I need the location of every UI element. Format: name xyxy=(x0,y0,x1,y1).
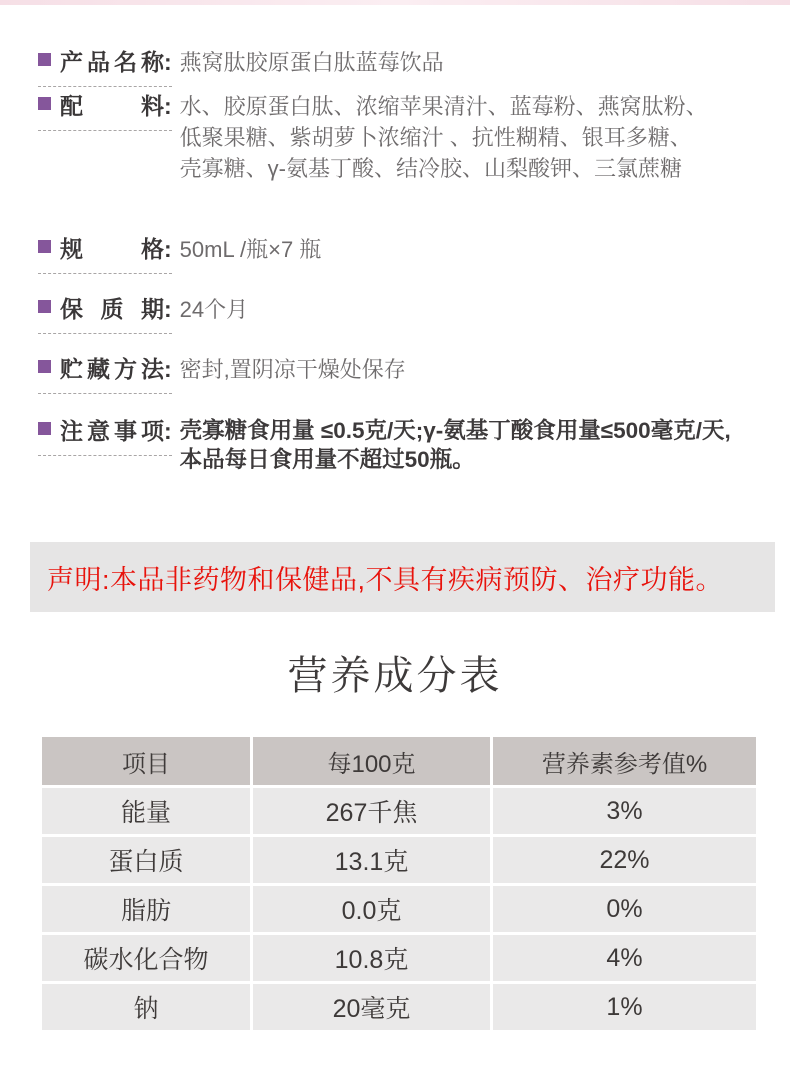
info-row-shelf-life xyxy=(38,294,780,334)
value-line: 低聚果糖、紫胡萝卜浓缩汁 、抗性糊精、银耳多糖、 xyxy=(179,125,692,150)
value-line: 水、胶原蛋白肽、浓缩苹果清汁、蓝莓粉、燕窝肽粉、 xyxy=(179,94,708,119)
label-colon: : xyxy=(164,356,172,382)
disclaimer-banner xyxy=(30,542,775,612)
ingredients-value xyxy=(180,91,708,184)
nutrition-cell-energy-name: 能量 xyxy=(42,788,250,834)
bullet-square-icon xyxy=(38,422,51,435)
spec-label-wrap xyxy=(38,234,172,274)
shelf-life-label-wrap xyxy=(38,294,172,334)
notice-value xyxy=(180,416,731,474)
info-row-notice xyxy=(38,416,780,474)
nutrition-cell-sodium-name: 钠 xyxy=(42,984,250,1030)
nutrition-cell-energy-amount: 267千焦 xyxy=(253,788,490,834)
nutrition-cell-sodium-amount: 20毫克 xyxy=(253,984,490,1030)
info-row-storage xyxy=(38,354,780,394)
nutrition-table-title: 营养成分表 xyxy=(287,654,503,698)
info-row-spec xyxy=(38,234,780,274)
value-line: 24个月 xyxy=(179,297,249,322)
label-colon: : xyxy=(164,418,172,444)
label-colon: : xyxy=(164,93,172,119)
bullet-square-icon xyxy=(38,300,51,313)
product-name-value xyxy=(180,47,444,78)
value-line: 密封,置阴凉干燥处保存 xyxy=(179,357,406,382)
nutrition-cell-sodium-nrv: 1% xyxy=(493,984,756,1030)
storage-label-wrap xyxy=(38,354,172,394)
nutrition-cell-energy-nrv: 3% xyxy=(493,788,756,834)
spec-label: 规格 xyxy=(60,236,164,262)
shelf-life-label: 保质期 xyxy=(60,296,164,322)
label-colon: : xyxy=(164,49,172,75)
product-attributes-section xyxy=(0,47,790,474)
ingredients-label: 配料 xyxy=(60,93,164,119)
value-line: 壳寡糖、γ-氨基丁酸、结冷胶、山梨酸钾、三氯蔗糖 xyxy=(179,156,682,181)
product-name-label: 产品名称 xyxy=(60,49,164,75)
info-row-product-name xyxy=(38,47,780,87)
bullet-square-icon xyxy=(38,97,51,110)
value-line: 壳寡糖食用量 ≤0.5克/天;γ-氨基丁酸食用量≤500毫克/天, xyxy=(179,418,731,443)
nutrition-cell-carbs-amount: 10.8克 xyxy=(253,935,490,981)
product-name-label-wrap xyxy=(38,47,172,87)
value-line: 本品每日食用量不超过50瓶。 xyxy=(179,447,475,472)
nutrition-cell-carbs-nrv: 4% xyxy=(493,935,756,981)
nutrition-header-item: 项目 xyxy=(42,737,250,785)
bullet-square-icon xyxy=(38,53,51,66)
nutrition-cell-protein-name: 蛋白质 xyxy=(42,837,250,883)
nutrition-cell-fat-amount: 0.0克 xyxy=(253,886,490,932)
bullet-square-icon xyxy=(38,240,51,253)
nutrition-table xyxy=(42,737,756,1030)
nutrition-cell-protein-amount: 13.1克 xyxy=(253,837,490,883)
nutrition-cell-protein-nrv: 22% xyxy=(493,837,756,883)
value-line: 燕窝肽胶原蛋白肽蓝莓饮品 xyxy=(179,50,444,75)
label-colon: : xyxy=(164,236,172,262)
nutrition-cell-fat-nrv: 0% xyxy=(493,886,756,932)
storage-value xyxy=(180,354,406,385)
nutrition-cell-fat-name: 脂肪 xyxy=(42,886,250,932)
notice-label: 注意事项 xyxy=(60,418,164,444)
disclaimer-text: 声明:本品非药物和保健品,不具有疾病预防、治疗功能。 xyxy=(47,564,724,595)
nutrition-header-per100g: 每100克 xyxy=(253,737,490,785)
nutrition-header-nrv: 营养素参考值% xyxy=(493,737,756,785)
notice-label-wrap xyxy=(38,416,172,456)
ingredients-label-wrap xyxy=(38,91,172,131)
nutrition-cell-carbs-name: 碳水化合物 xyxy=(42,935,250,981)
bullet-square-icon xyxy=(38,360,51,373)
label-colon: : xyxy=(164,296,172,322)
storage-label: 贮藏方法 xyxy=(60,356,164,382)
spec-value xyxy=(180,234,322,265)
top-decorative-strip xyxy=(0,0,790,5)
info-row-ingredients xyxy=(38,91,780,184)
value-line: 50mL /瓶×7 瓶 xyxy=(179,237,322,262)
shelf-life-value xyxy=(180,294,248,325)
